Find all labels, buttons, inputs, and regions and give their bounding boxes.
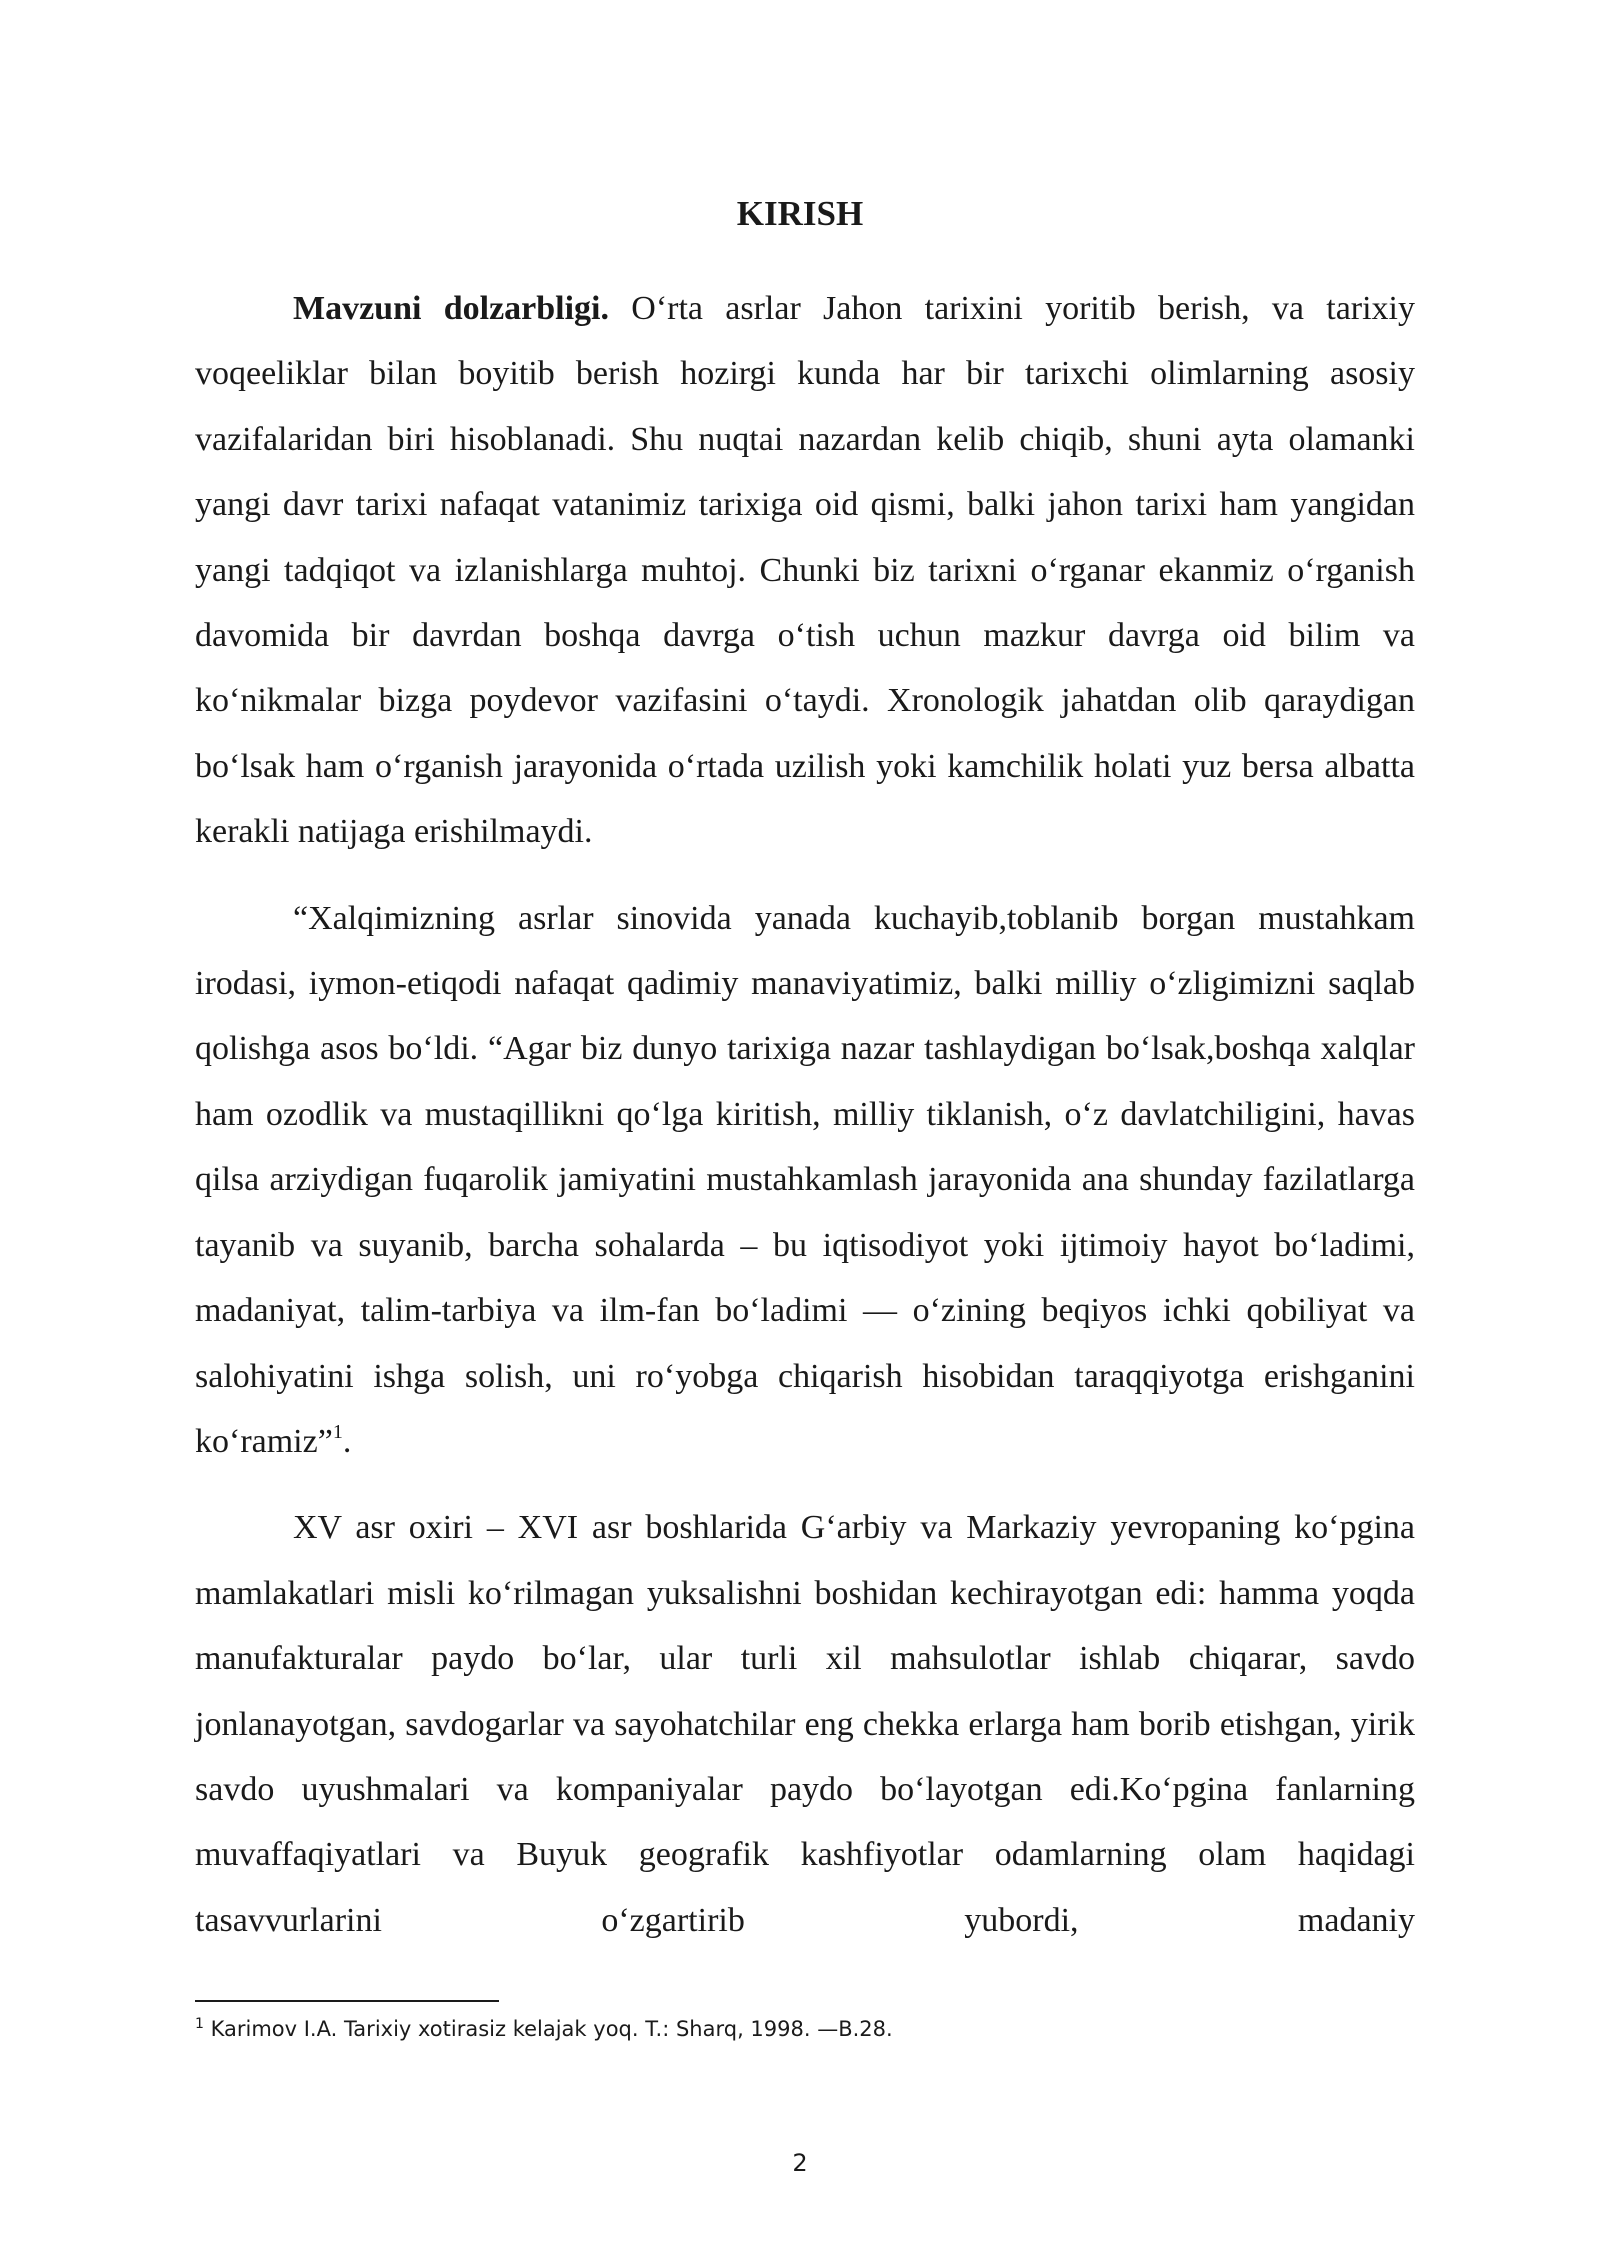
body-text (195, 276, 1415, 1953)
paragraph-lead: Mavzuni dolzarbligi. (293, 290, 609, 327)
page-title: KIRISH (736, 194, 864, 233)
paragraph-tail: . (342, 1422, 352, 1460)
paragraph-quote (195, 886, 1415, 1475)
footnote-text: Karimov I.A. Tarixiy xotirasiz kelajak yoq. T.: Sharq, 1998. —B.28. (203, 2017, 893, 2041)
footnote-reference[interactable]: 1 (332, 1420, 343, 1443)
paragraph-relevance (195, 276, 1415, 865)
paragraph-text: “Xalqimizning asrlar sinovida yanada kuchayib,toblanib borgan mustahkam irodasi, iymon-etiqodi nafaqat qadimiy manaviyatimiz, balki milliy o‘zligimizni saqlab qolishga asos bo‘ldi. “Agar biz dunyo tarixiga nazar tashlaydigan bo‘lsak,boshqa xalqlar ham ozodlik va mustaqillikni qo‘lga kiritish, milliy tiklanish, o‘z davlatchiligini, havas qilsa arziydigan fuqarolik jamiyatini mustahkamlash jarayonida ana shunday fazilatlarga tayanib va suyanib, barcha sohalarda – bu iqtisodiyot yoki ijtimoiy hayot bo‘ladimi, madaniyat, talim-tarbiya va ilm-fan bo‘ladimi — o‘zining beqiyos ichki qobiliyat va salohiyatini ishga solish, uni ro‘yobga chiqarish hisobidan taraqqiyotga erishganini ko‘ramiz” (195, 899, 1415, 1460)
footnote (195, 2014, 1415, 2044)
page-number: 2 (792, 2149, 808, 2177)
footnote-number: 1 (195, 2016, 204, 2032)
paragraph-history (195, 1495, 1415, 1953)
footnote-separator (195, 2000, 499, 2002)
paragraph-text: O‘rta asrlar Jahon tarixini yoritib berish, va tarixiy voqeeliklar bilan boyitib berish hozirgi kunda har bir tarixchi olimlarning asosiy vazifalaridan biri hisoblanadi. Shu nuqtai nazardan kelib chiqib, shuni ayta olamanki yangi davr tarixi nafaqat vatanimiz tarixiga oid qismi, balki jahon tarixi ham yangidan yangi tadqiqot va izlanishlarga muhtoj. Chunki biz tarixni o‘rganar ekanmiz o‘rganish davomida bir davrdan boshqa davrga o‘tish uchun mazkur davrga oid bilim va ko‘nikmalar bizga poydevor vazifasini o‘taydi. Xronologik jahatdan olib qaraydigan bo‘lsak ham o‘rganish jarayonida o‘rtada uzilish yoki kamchilik holati yuz bersa albatta kerakli natijaga erishilmaydi. (195, 290, 1415, 851)
paragraph-text: XV asr oxiri – XVI asr boshlarida G‘arbiy va Markaziy yevropaning ko‘pgina mamlakatlari misli ko‘rilmagan yuksalishni boshidan kechirayotgan edi: hamma yoqda manufakturalar paydo bo‘lar, ular turli xil mahsulotlar ishlab chiqarar, savdo jonlanayotgan, savdogarlar va sayohatchilar eng chekka erlarga ham borib etishgan, yirik savdo uyushmalari va kompaniyalar paydo bo‘layotgan edi.Ko‘pgina fanlarning muvaffaqiyatlari va Buyuk geografik kashfiyotlar odamlarning olam haqidagi tasavvurlarini o‘zgartirib yubordi, madaniy (195, 1509, 1415, 1939)
